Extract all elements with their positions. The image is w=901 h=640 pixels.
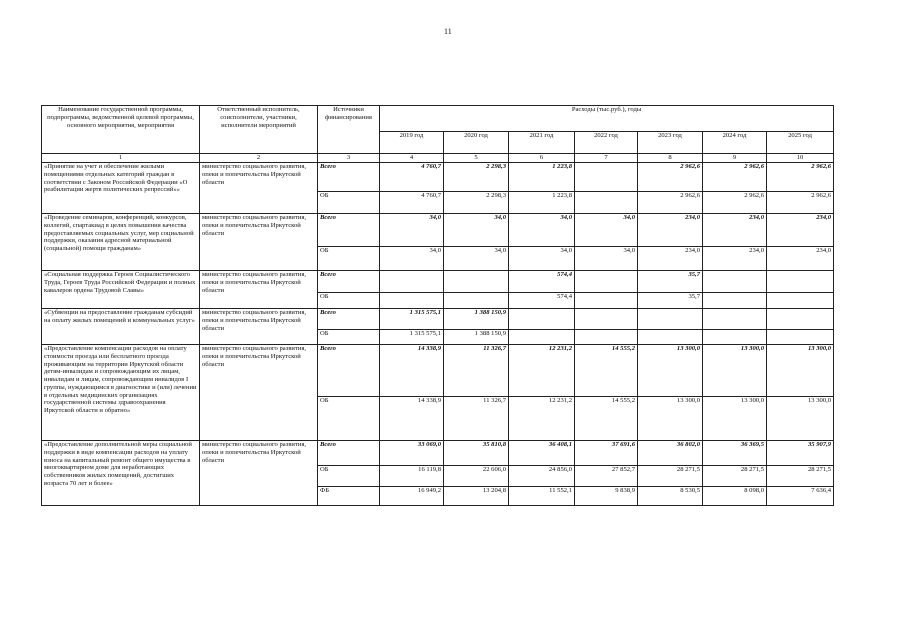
expense-value: 34,0 (575, 247, 638, 271)
expense-value: 36 408,1 (509, 441, 575, 466)
expense-value: 14 555,2 (575, 345, 638, 397)
event-executor: министерство социального развития, опеки и попечительства Иркутской области (200, 163, 318, 214)
expense-value (638, 309, 703, 330)
event-executor: министерство социального развития, опеки и попечительства Иркутской области (200, 214, 318, 271)
expense-value (703, 271, 767, 293)
expense-value (767, 271, 834, 293)
funding-source: Всего (318, 271, 380, 293)
expense-value: 234,0 (767, 214, 834, 247)
expense-value (767, 309, 834, 330)
column-number: 3 (318, 154, 380, 163)
event-name: «Проведение семинаров, конференций, конкурсов, коллегий, спартакиад в целях повышения качества предоставляемых социальных услуг, мер социальной поддержки, оказания адресной материальной (социальной) помощи гражданам» (42, 214, 200, 271)
header-name: Наименование государственной программы, подпрограммы, ведомственной целевой программы, основного мероприятия, мероприятия (42, 106, 200, 154)
table-row (42, 345, 834, 397)
expense-value: 16 119,8 (380, 466, 444, 487)
expense-value: 14 338,9 (380, 397, 444, 441)
expense-value: 7 636,4 (767, 487, 834, 506)
expense-value: 4 760,7 (380, 163, 444, 192)
expense-value: 11 326,7 (444, 397, 509, 441)
expense-value: 13 300,0 (638, 345, 703, 397)
expense-value: 13 300,0 (767, 345, 834, 397)
expense-value: 35,7 (638, 293, 703, 309)
expense-value: 34,0 (509, 247, 575, 271)
expense-value: 24 856,0 (509, 466, 575, 487)
expense-value: 1 223,8 (509, 192, 575, 214)
expense-value: 12 231,2 (509, 397, 575, 441)
event-name: «Социальная поддержка Героев Социалистического Труда, Героев Труда Российской Федерации и полных кавалеров ордена Трудовой Славы» (42, 271, 200, 309)
event-name: «Принятие на учет и обеспечение жилыми помещениями отдельных категорий граждан в соответствии с Законом Российской Федерации «О реабилитации жертв политических репрессий»» (42, 163, 200, 214)
column-number: 4 (380, 154, 444, 163)
expense-value: 9 838,9 (575, 487, 638, 506)
expense-value: 13 300,0 (767, 397, 834, 441)
expense-value: 8 530,5 (638, 487, 703, 506)
expense-value: 234,0 (767, 247, 834, 271)
expense-value: 2 962,6 (703, 163, 767, 192)
event-executor: министерство социального развития, опеки и попечительства Иркутской области (200, 271, 318, 309)
expense-value: 14 555,2 (575, 397, 638, 441)
event-name: «Предоставление компенсации расходов на оплату стоимости проезда или бесплатного проезда проживающим на территории Иркутской области детям-инвалидам и сопровождающим их лицам, инвалидам и лицам, сопровождающим инвалидов I группы, нуждающимся в диагностике и (или) лечении в отдельных медицинских организациях государственной системы здравоохранения Иркутской области и обратно» (42, 345, 200, 441)
expense-value: 13 300,0 (703, 345, 767, 397)
header-year: 2021 год (509, 132, 575, 154)
expense-value: 34,0 (444, 247, 509, 271)
funding-source: ОБ (318, 330, 380, 345)
funding-source: Всего (318, 345, 380, 397)
expense-value (575, 293, 638, 309)
funding-source: Всего (318, 163, 380, 192)
expense-value (575, 163, 638, 192)
expense-value: 34,0 (575, 214, 638, 247)
expense-value: 16 949,2 (380, 487, 444, 506)
expense-value: 4 760,7 (380, 192, 444, 214)
expense-value: 1 315 575,1 (380, 330, 444, 345)
column-number: 5 (444, 154, 509, 163)
expense-value (703, 330, 767, 345)
funding-source: ОБ (318, 293, 380, 309)
expense-value (444, 293, 509, 309)
expense-value: 28 271,5 (767, 466, 834, 487)
expense-value (575, 309, 638, 330)
expense-value: 11 552,1 (509, 487, 575, 506)
expense-value (380, 293, 444, 309)
header-year: 2023 год (638, 132, 703, 154)
expense-value: 2 962,6 (638, 163, 703, 192)
expense-value: 574,4 (509, 271, 575, 293)
expense-value: 27 852,7 (575, 466, 638, 487)
expense-value: 1 388 150,9 (444, 330, 509, 345)
event-name: «Предоставление дополнительной меры социальной поддержки в виде компенсации расходов на уплату взноса на капитальный ремонт общего имущества в многоквартирном доме для неработающих собственников жилых помещений, достигших возраста 70 лет и более» (42, 441, 200, 506)
funding-source: Всего (318, 441, 380, 466)
column-number: 8 (638, 154, 703, 163)
expense-value: 35 907,9 (767, 441, 834, 466)
expense-value (509, 330, 575, 345)
expense-value: 28 271,5 (703, 466, 767, 487)
funding-source: ОБ (318, 192, 380, 214)
table-row (42, 309, 834, 330)
funding-source: ОБ (318, 466, 380, 487)
event-executor: министерство социального развития, опеки и попечительства Иркутской области (200, 345, 318, 441)
expense-value: 1 223,8 (509, 163, 575, 192)
event-name: «Субвенции на предоставление гражданам субсидий на оплату жилых помещений и коммунальных услуг» (42, 309, 200, 345)
funding-source: ФБ (318, 487, 380, 506)
header-year: 2025 год (767, 132, 834, 154)
column-number: 6 (509, 154, 575, 163)
expense-value: 13 300,0 (638, 397, 703, 441)
expense-value: 13 204,8 (444, 487, 509, 506)
expense-value (509, 309, 575, 330)
expense-value (638, 330, 703, 345)
table-row (42, 271, 834, 293)
header-year: 2019 год (380, 132, 444, 154)
expense-value: 14 338,9 (380, 345, 444, 397)
header-year: 2020 год (444, 132, 509, 154)
expense-value (575, 192, 638, 214)
funding-source: Всего (318, 309, 380, 330)
expense-value: 234,0 (703, 214, 767, 247)
expense-value (767, 293, 834, 309)
expense-value: 33 069,0 (380, 441, 444, 466)
header-executor: Ответственный исполнитель, соисполнители, участники, исполнители мероприятий (200, 106, 318, 154)
expense-value (575, 330, 638, 345)
expense-value: 234,0 (703, 247, 767, 271)
expense-value: 28 271,5 (638, 466, 703, 487)
column-number: 2 (200, 154, 318, 163)
expense-value: 2 962,6 (767, 163, 834, 192)
expense-value (444, 271, 509, 293)
expense-value: 234,0 (638, 214, 703, 247)
expenditure-table (41, 105, 834, 506)
column-number: 9 (703, 154, 767, 163)
funding-source: ОБ (318, 247, 380, 271)
column-number: 10 (767, 154, 834, 163)
expense-value (703, 309, 767, 330)
event-executor: министерство социального развития, опеки и попечительства Иркутской области (200, 441, 318, 506)
column-number: 7 (575, 154, 638, 163)
expense-value: 2 298,3 (444, 192, 509, 214)
expense-value: 2 962,6 (703, 192, 767, 214)
expense-value: 22 606,0 (444, 466, 509, 487)
funding-source: ОБ (318, 397, 380, 441)
expense-value: 34,0 (380, 214, 444, 247)
expense-value: 1 315 575,1 (380, 309, 444, 330)
column-number: 1 (42, 154, 200, 163)
table-row (42, 441, 834, 466)
expense-value (380, 271, 444, 293)
expense-value: 11 326,7 (444, 345, 509, 397)
expense-value: 35,7 (638, 271, 703, 293)
expense-value: 37 691,6 (575, 441, 638, 466)
expense-value: 13 300,0 (703, 397, 767, 441)
expense-value: 574,4 (509, 293, 575, 309)
expense-value: 8 098,0 (703, 487, 767, 506)
expense-value (575, 271, 638, 293)
funding-source: Всего (318, 214, 380, 247)
table-row (42, 163, 834, 192)
header-source: Источники финансирования (318, 106, 380, 154)
header-expenses: Расходы (тыс.руб.), годы (380, 106, 834, 132)
event-executor: министерство социального развития, опеки и попечительства Иркутской области (200, 309, 318, 345)
expense-value (703, 293, 767, 309)
expense-value: 36 369,5 (703, 441, 767, 466)
header-year: 2024 год (703, 132, 767, 154)
table-row (42, 214, 834, 247)
expense-value (767, 330, 834, 345)
expense-value: 12 231,2 (509, 345, 575, 397)
expense-value: 34,0 (444, 214, 509, 247)
expense-value: 34,0 (380, 247, 444, 271)
expense-value: 2 298,3 (444, 163, 509, 192)
expense-value: 234,0 (638, 247, 703, 271)
expense-value: 2 962,6 (638, 192, 703, 214)
expense-value: 1 388 150,9 (444, 309, 509, 330)
header-year: 2022 год (575, 132, 638, 154)
page-number: 11 (444, 27, 452, 36)
expense-value: 2 962,6 (767, 192, 834, 214)
expense-value: 36 802,0 (638, 441, 703, 466)
expense-value: 34,0 (509, 214, 575, 247)
expense-value: 35 810,8 (444, 441, 509, 466)
